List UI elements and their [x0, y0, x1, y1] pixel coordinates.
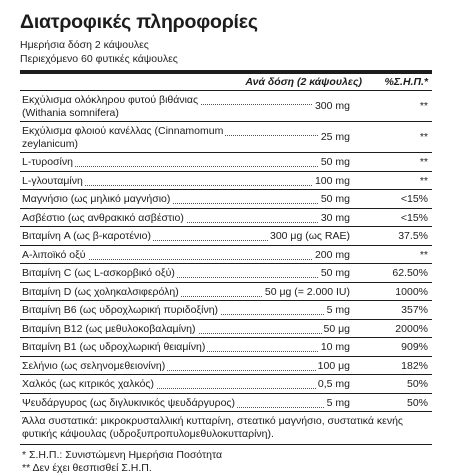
nutrient-rda: ** [419, 248, 428, 261]
nutrient-rda: 37.5% [398, 230, 428, 242]
nutrient-rda: 1000% [395, 285, 428, 298]
table-row [20, 393, 432, 412]
table-row [20, 121, 432, 152]
nutrient-amount: 50 mg [320, 156, 350, 168]
nutrient-amount: 50 mg [320, 193, 350, 205]
nutrient-table [20, 90, 432, 411]
nutrient-rda: ** [419, 131, 428, 143]
nutrient-rda: <15% [400, 211, 428, 224]
nutrient-amount: 25 mg [320, 131, 350, 143]
table-row [20, 90, 432, 121]
daily-dose-text: Ημερήσια δόση 2 κάψουλες [20, 39, 149, 51]
nutrient-rda: 909% [401, 341, 428, 353]
nutrient-name: Μαγνήσιο (ως μηλικό μαγνήσιο) [22, 193, 171, 205]
nutrient-rda: 2000% [395, 322, 428, 335]
table-row [20, 152, 432, 171]
table-row [20, 282, 432, 301]
other-ingredients: Άλλα συστατικά: μικροκρυσταλλική κυτταρίνη, στεατικό μαγνήσιο, συστατικά κενής φυτικής κάψουλας (υδροξυπροπυλομεθυλοκυτταρίνη). [22, 415, 403, 440]
table-row [20, 189, 432, 208]
table-row [20, 245, 432, 264]
nutrient-amount: 10 mg [320, 341, 350, 353]
nutrient-name: L-γλουταμίνη [22, 174, 83, 187]
nutrient-amount: 300 μg (ως RAE) [269, 230, 350, 242]
nutrient-name: Σελήνιο (ως σεληνομεθειονίνη) [22, 359, 166, 372]
rda-header: %Σ.Η.Π.* [384, 76, 428, 88]
nutrient-rda: ** [419, 100, 428, 112]
nutrient-rda: ** [419, 174, 428, 187]
nutrient-name: Βιταμίνη C (ως L-ασκορβικό οξύ) [22, 267, 175, 279]
nutrient-name: Βιταμίνη B6 (ως υδροχλωρική πυριδοξίνη) [22, 304, 219, 316]
nutrient-rda: <15% [400, 193, 428, 205]
nutrient-name: L-τυροσίνη [22, 156, 73, 168]
table-header [20, 74, 432, 90]
table-row [20, 337, 432, 356]
nutrient-amount: 200 mg [314, 248, 350, 261]
table-row [20, 300, 432, 319]
nutrient-name: Βιταμίνη A (ως β-καροτένιο) [22, 230, 151, 242]
nutrient-rda: 357% [401, 304, 428, 316]
contents-text: Περιεχόμενο 60 φυτικές κάψουλες [20, 53, 178, 65]
per-dose-header: Ανά δόση (2 κάψουλες) [245, 76, 362, 88]
nutrient-amount: 5 mg [326, 396, 350, 409]
nutrient-rda: ** [419, 156, 428, 168]
nutrient-name: Βιταμίνη B12 (ως μεθυλοκοβαλαμίνη) [22, 322, 196, 335]
nutrition-facts-label [20, 6, 432, 474]
nutrient-name: Ασβέστιο (ως ανθρακικό ασβέστιο) [22, 211, 184, 224]
nutrient-amount: 50 μg [323, 322, 350, 335]
table-row [20, 208, 432, 227]
table-row [20, 226, 432, 245]
nutrient-name: Ψευδάργυρος (ως διγλυκινικός ψευδάργυρος) [22, 396, 235, 409]
nutrient-amount: 50 mg [320, 267, 350, 279]
table-row [20, 374, 432, 393]
nutrient-amount: 30 mg [320, 211, 350, 224]
nutrient-name: Χαλκός (ως κιτρικός χαλκός) [22, 378, 154, 390]
nutrient-rda: 50% [406, 378, 428, 390]
nutrient-name: Εκχύλισμα φλοιού κανέλλας (Cinnamomum zeylanicum) [22, 125, 224, 150]
nutrient-amount: 50 μg (= 2.000 IU) [264, 285, 350, 298]
nutrient-amount: 100 mg [314, 174, 350, 187]
nutrient-rda: 182% [401, 359, 428, 372]
label-title: Διατροφικές πληροφορίες [20, 11, 258, 33]
nutrient-rda: 50% [406, 396, 428, 409]
table-row [20, 171, 432, 190]
footnote-not-established: ** Δεν έχει θεσπισθεί Σ.Η.Π. [22, 462, 152, 474]
footnote-rda: * Σ.Η.Π.: Συνιστώμενη Ημερήσια Ποσότητα [22, 449, 223, 461]
nutrient-name: Βιταμίνη B1 (ως υδροχλωρική θειαμίνη) [22, 341, 206, 353]
nutrient-amount: 300 mg [314, 100, 350, 112]
table-row [20, 319, 432, 338]
nutrient-name: Βιταμίνη D (ως χοληκαλσιφερόλη) [22, 285, 179, 298]
nutrient-amount: 5 mg [326, 304, 350, 316]
nutrient-name: Εκχύλισμα ολόκληρου φυτού βιθάνιας (Withania somnifera) [22, 94, 199, 119]
nutrient-rda: 62.50% [392, 267, 428, 279]
nutrient-name: Α-λιποϊκό οξύ [22, 248, 86, 261]
table-row [20, 356, 432, 375]
nutrient-amount: 100 μg [317, 359, 350, 372]
nutrient-amount: 0,5 mg [317, 378, 350, 390]
table-row [20, 263, 432, 282]
